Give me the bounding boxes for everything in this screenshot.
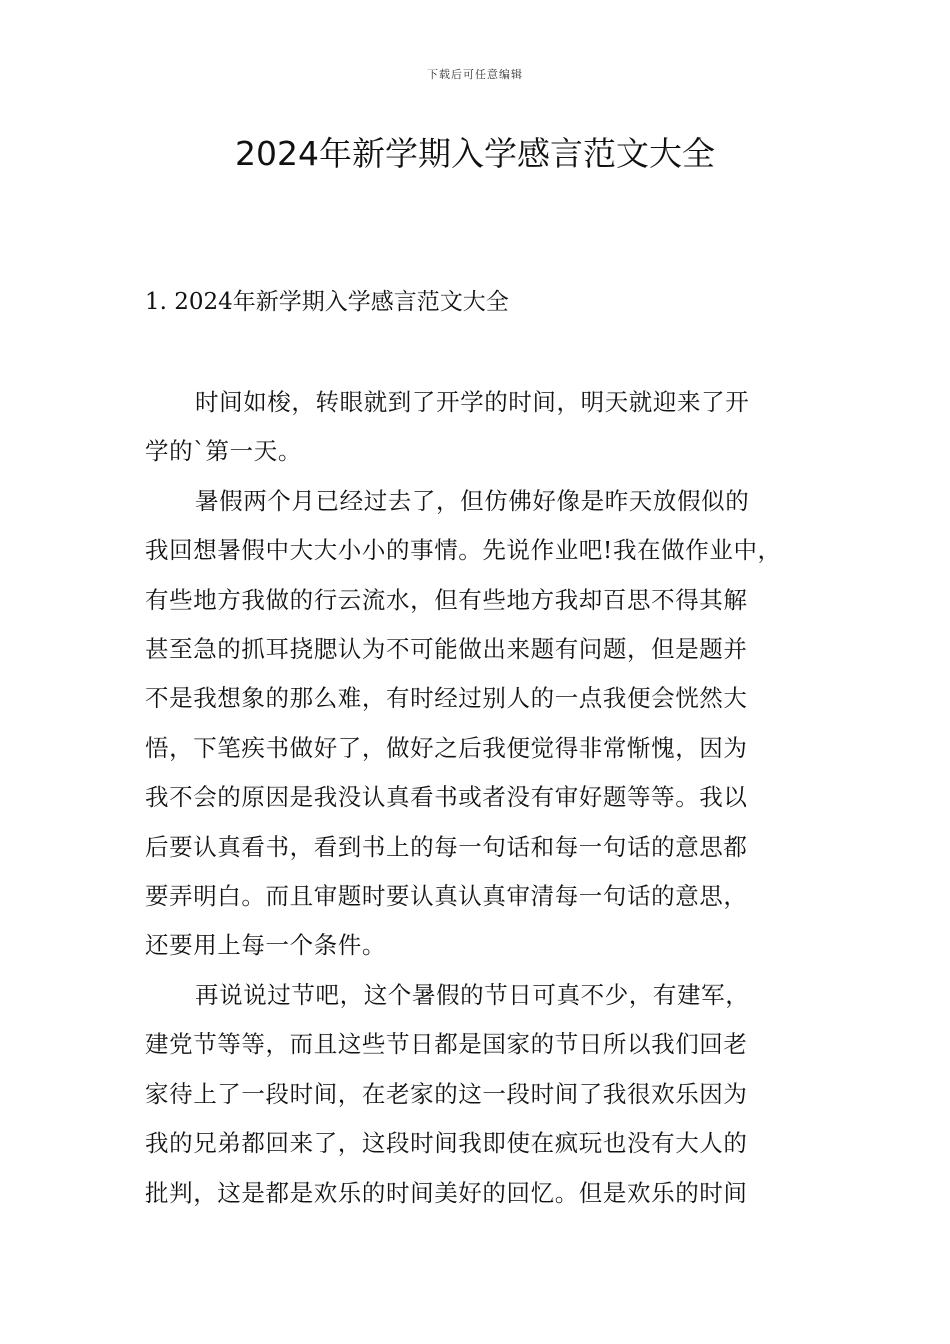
paragraph-2 [145, 477, 810, 971]
paragraph-line: 甚至急的抓耳挠腮认为不可能做出来题有问题，但是题并 [145, 635, 748, 664]
paragraph-line: 还要用上每一个条件。 [145, 931, 386, 960]
paragraph-line: 要弄明白。而且审题时要认真认真审清每一句话的意思， [145, 882, 748, 911]
paragraph-line: 我不会的原因是我没认真看书或者没有审好题等等。我以 [145, 783, 748, 812]
paragraph-line: 批判，这是都是欢乐的时间美好的回忆。但是欢乐的时间 [145, 1178, 748, 1207]
paragraph-1 [145, 378, 810, 477]
paragraph-line: 不是我想象的那么难，有时经过别人的一点我便会恍然大 [145, 684, 748, 713]
paragraph-line: 后要认真看书，看到书上的每一句话和每一句话的意思都 [145, 832, 748, 861]
paragraph-line: 时间如梭，转眼就到了开学的时间，明天就迎来了开 [195, 388, 750, 416]
section-heading: 1. 2024年新学期入学感言范文大全 [145, 289, 509, 315]
header-note: 下载后可任意编辑 [427, 68, 523, 81]
paragraph-line: 家待上了一段时间，在老家的这一段时间了我很欢乐因为 [145, 1079, 748, 1108]
paragraph-line: 有些地方我做的行云流水，但有些地方我却百思不得其解 [145, 585, 748, 614]
paragraph-line: 暑假两个月已经过去了，但仿佛好像是昨天放假似的 [195, 486, 750, 515]
body-text [145, 378, 810, 1218]
paragraph-line: 建党节等等，而且这些节日都是国家的节日所以我们回老 [145, 1030, 748, 1059]
paragraph-line: 悟，下笔疾书做好了，做好之后我便觉得非常惭愧，因为 [145, 733, 748, 762]
document-title: 2024年新学期入学感言范文大全 [235, 134, 715, 173]
paragraph-3 [145, 971, 810, 1218]
paragraph-line: 再说说过节吧，这个暑假的节日可真不少，有建军， [195, 980, 750, 1009]
paragraph-line: 学的`第一天。 [145, 437, 302, 466]
paragraph-line: 我的兄弟都回来了，这段时间我即使在疯玩也没有大人的 [145, 1129, 748, 1158]
paragraph-line: 我回想暑假中大大小小的事情。先说作业吧!我在做作业中， [145, 536, 782, 565]
